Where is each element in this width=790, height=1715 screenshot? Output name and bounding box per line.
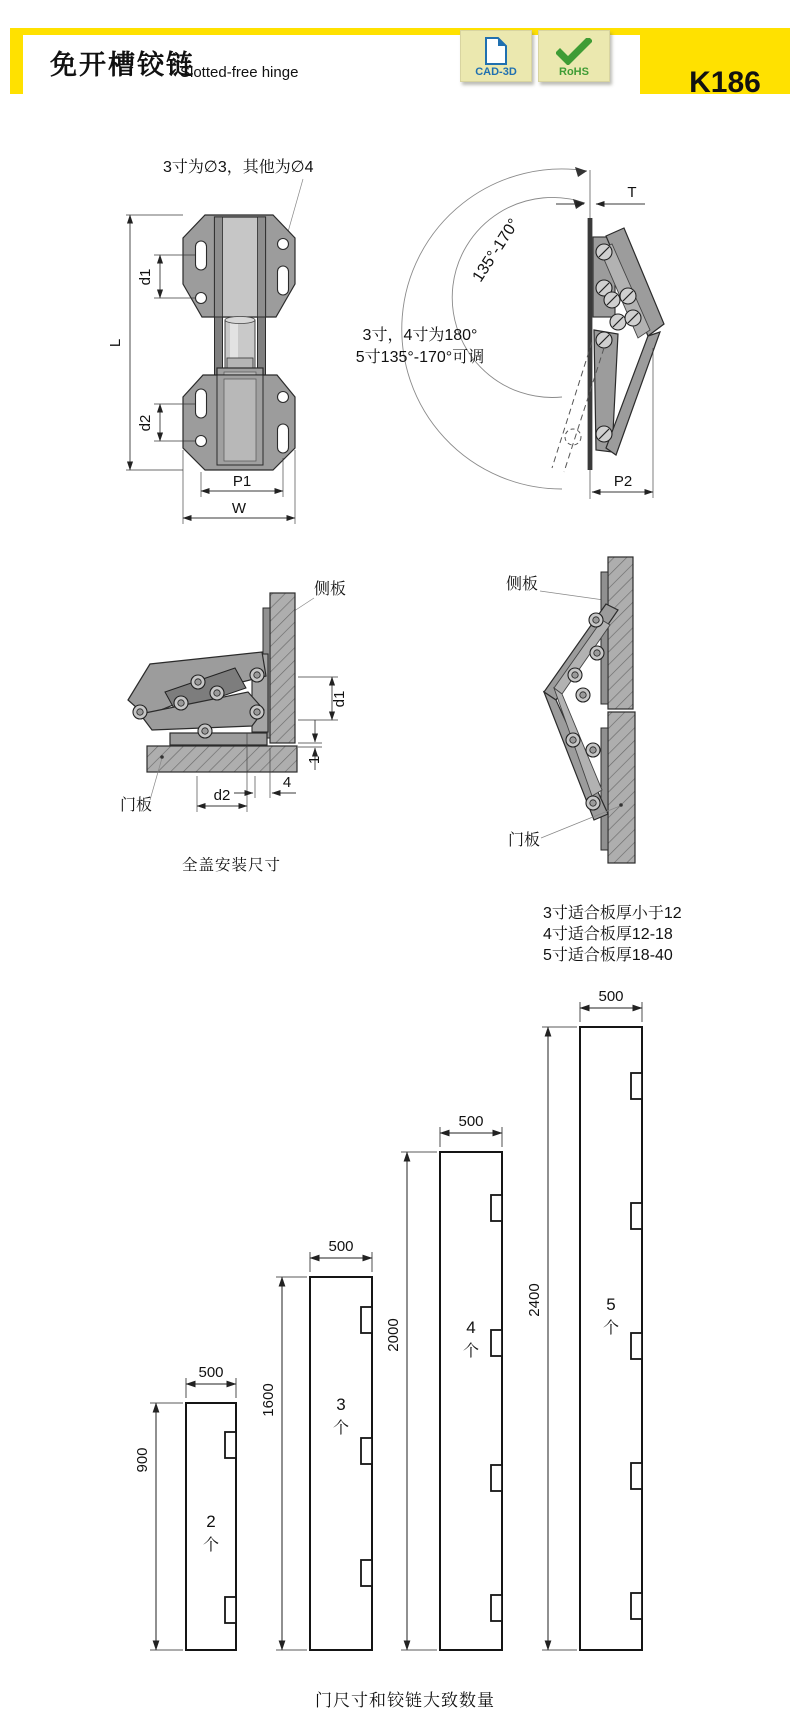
hinge-count-unit: 个: [332, 1420, 350, 1437]
dim-label-d1: d1: [137, 268, 154, 286]
rohs-badge-label: RoHS: [559, 66, 589, 78]
mount-view-caption: 全盖安装尺寸: [182, 857, 282, 874]
thickness-note-5inch: 5寸适合板厚18-40: [543, 947, 673, 964]
side-view-drawing: [356, 167, 664, 499]
dashed-open-position: [552, 342, 592, 468]
slot-hole: [278, 424, 289, 453]
mount-view-drawing: [120, 580, 348, 874]
slot-hole: [196, 389, 207, 418]
hinge-tab: [631, 1203, 642, 1229]
thickness-note-3inch: 3寸适合板厚小于12: [543, 905, 682, 922]
dim-label-gap: 1: [306, 755, 323, 765]
dim-label-d2: d2: [213, 787, 231, 804]
hinge-tab: [631, 1463, 642, 1489]
angle-range-label: 135°-170°: [469, 215, 523, 286]
door-height-label: 1600: [260, 1383, 277, 1417]
door-rect: [440, 1152, 502, 1650]
angle-note-line2: 5寸135°-170°可调: [355, 349, 485, 366]
door-width-label: 500: [328, 1238, 354, 1255]
door-width-label: 500: [458, 1113, 484, 1130]
page-subtitle: Slotted-free hinge: [180, 64, 299, 81]
door-height-label: 2000: [385, 1318, 402, 1352]
hinge-tab: [361, 1560, 372, 1586]
dim-label-edge: 4: [282, 774, 292, 791]
door-diagram-1600: [260, 1238, 372, 1650]
door-width-label: 500: [598, 988, 624, 1005]
thickness-notes: [543, 904, 682, 964]
door-height-label: 900: [134, 1447, 151, 1473]
angle-note-line1: 3寸，4寸为180°: [362, 327, 478, 344]
hinge-tab: [225, 1597, 236, 1623]
hinge-tab: [361, 1438, 372, 1464]
side-panel: [270, 593, 295, 743]
hinge-count-unit: 个: [202, 1537, 220, 1554]
hinge-count-unit: 个: [602, 1320, 620, 1337]
slot-hole: [278, 266, 289, 295]
cad-badge-label: CAD-3D: [475, 66, 517, 78]
dim-label-d2: d2: [137, 414, 154, 432]
hole-diameter-note: 3寸为∅3，其他为∅4: [163, 159, 314, 176]
door-width-label: 500: [198, 1364, 224, 1381]
hinge-count-label: 4: [466, 1318, 476, 1337]
hinge-tab: [491, 1595, 502, 1621]
hinge-tab: [491, 1195, 502, 1221]
hinge-count-label: 2: [206, 1512, 216, 1531]
round-hole: [196, 293, 207, 304]
door-panel-label: 门板: [120, 797, 153, 814]
door-diagram-900: [134, 1364, 236, 1650]
product-code: K186: [689, 66, 761, 99]
front-view-drawing: [107, 158, 314, 524]
hinge-count-unit: 个: [462, 1343, 480, 1360]
thickness-note-4inch: 4寸适合板厚12-18: [543, 926, 673, 943]
door-diagram-2000: [385, 1113, 502, 1650]
side-panel-label: 侧板: [314, 581, 347, 598]
page-title: 免开槽铰链: [50, 50, 195, 80]
door-side-plate: [170, 733, 267, 745]
round-hole: [196, 436, 207, 447]
door-chart-caption: 门尺寸和铰链大致数量: [315, 1691, 495, 1710]
hinge-count-label: 3: [336, 1395, 346, 1414]
hinge-count-label: 5: [606, 1295, 616, 1314]
round-hole: [278, 239, 289, 250]
door-height-label: 2400: [526, 1283, 543, 1317]
dim-label-W: W: [231, 500, 247, 517]
slot-hole: [196, 241, 207, 270]
door-panel: [608, 712, 635, 863]
dim-label-L: L: [107, 338, 124, 348]
hinge-tab: [491, 1330, 502, 1356]
hinge-tab: [225, 1432, 236, 1458]
door-diagram-2400: [526, 988, 642, 1650]
hinge-tab: [631, 1333, 642, 1359]
door-chart: [134, 988, 642, 1710]
hinge-tab: [631, 1593, 642, 1619]
round-hole: [278, 392, 289, 403]
door-panel: [147, 746, 297, 772]
hinge-tab: [491, 1465, 502, 1491]
dim-label-P1: P1: [232, 473, 252, 490]
hinge-tab: [361, 1307, 372, 1333]
closed-view-drawing: [506, 557, 635, 863]
door-panel-label: 门板: [508, 832, 541, 849]
dim-label-P2: P2: [613, 473, 633, 490]
side-panel: [608, 557, 633, 709]
dim-label-d1: d1: [331, 690, 348, 708]
dim-label-T: T: [627, 184, 637, 201]
hinge-tab: [631, 1073, 642, 1099]
side-panel-label: 侧板: [506, 576, 539, 593]
